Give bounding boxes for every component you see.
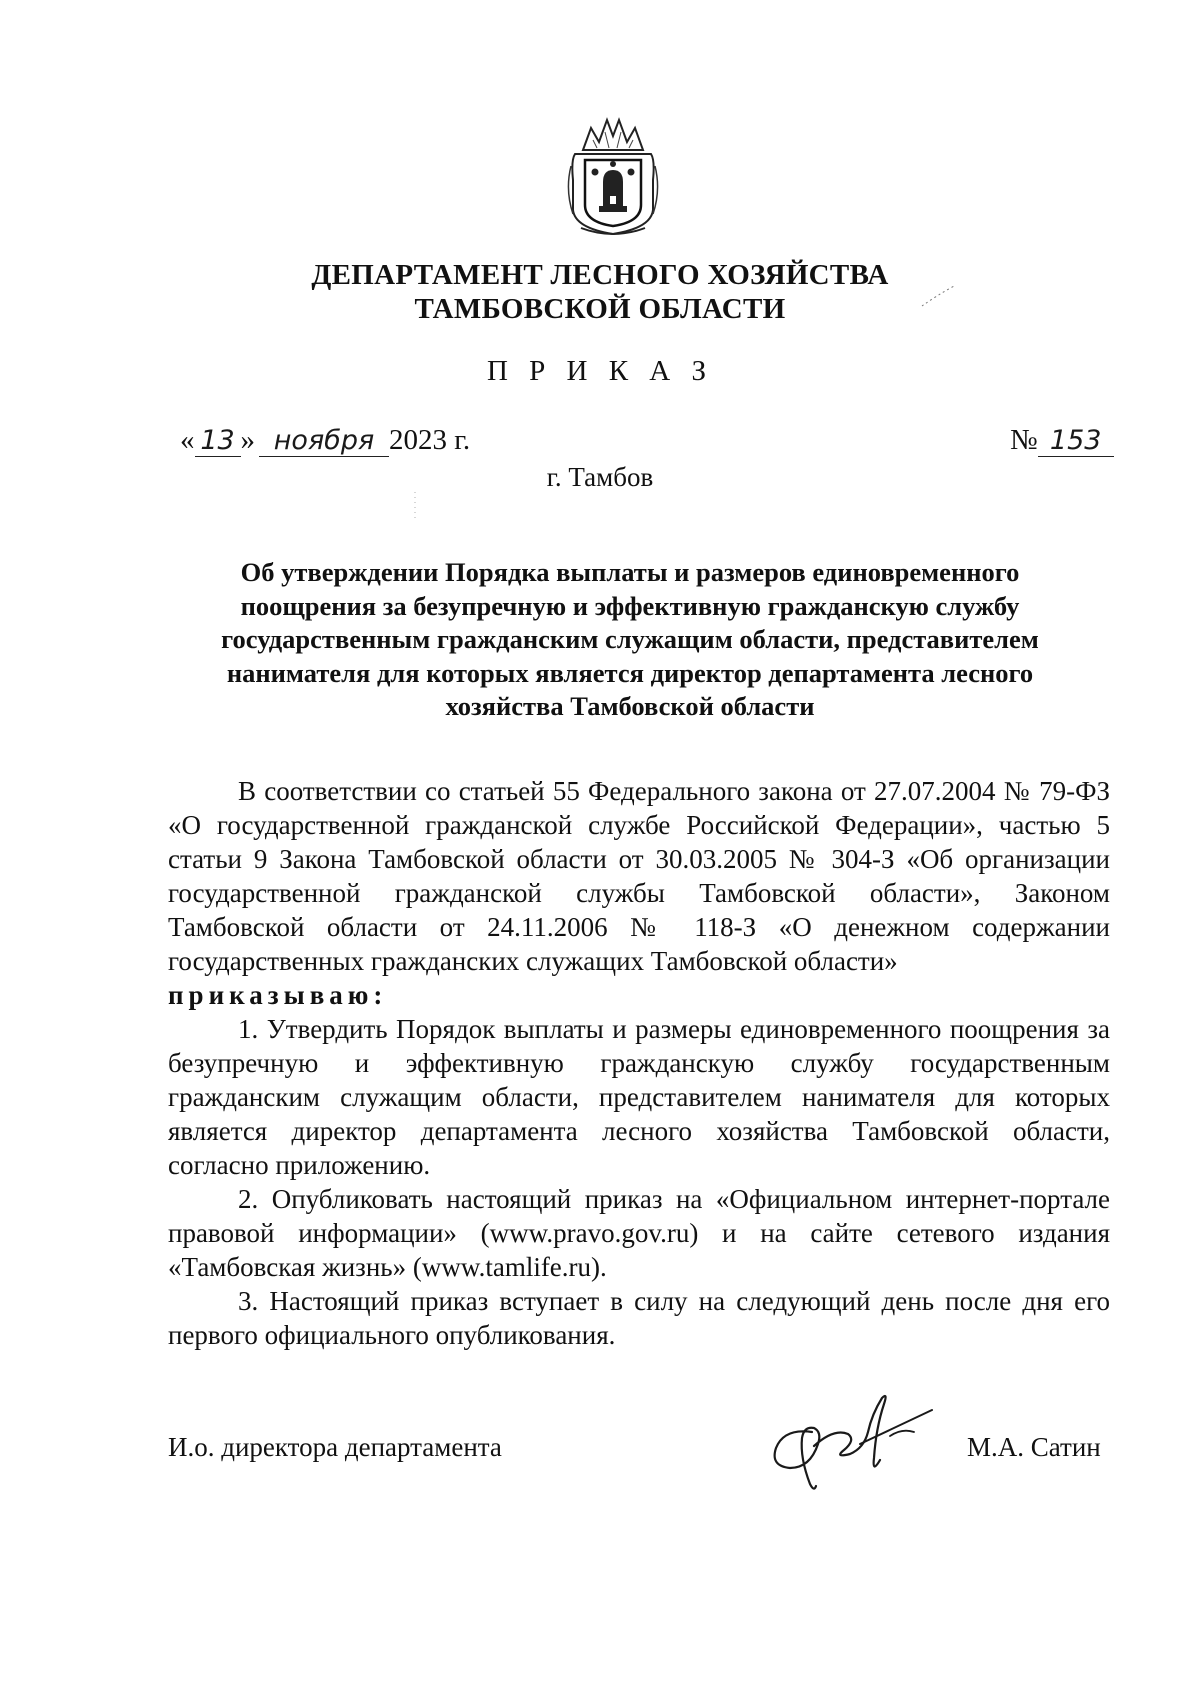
document-body xyxy=(168,774,1110,1352)
order-word: приказываю: xyxy=(168,980,388,1010)
number-label: № xyxy=(1010,424,1038,456)
date-year: 2023 г. xyxy=(389,424,471,456)
department-name-line1: ДЕПАРТАМЕНТ ЛЕСНОГО ХОЗЯЙСТВА xyxy=(311,259,889,291)
signer-position: И.о. директора департамента xyxy=(168,1432,502,1462)
document-number xyxy=(1010,424,1114,457)
scan-mark xyxy=(920,280,960,310)
document-date xyxy=(180,424,470,457)
order-item: 2. Опубликовать настоящий приказ на «Официальном интернет-портале правовой информации» (www.pravo.gov.ru) и на сайте сетевого издания «Тамбовская жизнь» (www.tamlife.ru). xyxy=(168,1184,1110,1282)
handwritten-signature-icon xyxy=(764,1388,939,1493)
date-month: ноября xyxy=(259,426,389,457)
scan-mark xyxy=(410,490,420,520)
subject-line: хозяйства Тамбовской области xyxy=(445,691,815,721)
number-value: 153 xyxy=(1038,426,1114,457)
document-subject xyxy=(190,556,1070,724)
document-city: г. Тамбов xyxy=(546,462,654,492)
date-day: 13 xyxy=(195,426,241,457)
signer-name: М.А. Сатин xyxy=(967,1432,1101,1462)
subject-line: Об утверждении Порядка выплаты и размеров единовременного xyxy=(240,557,1020,587)
date-open-quote: « xyxy=(180,424,195,456)
preamble-paragraph: В соответствии со статьей 55 Федерального закона от 27.07.2004 № 79-ФЗ «О государственной гражданской службе Российской Федерации», частью 5 статьи 9 Закона Тамбовской области от 30.03.2005 № 304-З «Об организации государственной гражданской службы Тамбовской области», Законом Тамбовской области от 24.11.2006 № 118-З «О денежном содержании государственных гражданских служащих Тамбовской области» xyxy=(168,776,1110,976)
department-name-line2: ТАМБОВСКОЙ ОБЛАСТИ xyxy=(414,293,786,325)
tambov-coat-of-arms-icon xyxy=(563,110,663,240)
subject-line: поощрения за безупречную и эффективную гражданскую службу xyxy=(240,590,1020,621)
date-close-quote: » xyxy=(240,424,255,456)
subject-line: нанимателя для которых является директор департамента лесного xyxy=(226,657,1034,688)
order-item: 1. Утвердить Порядок выплаты и размеры единовременного поощрения за безупречную и эффективную гражданскую службу государственным гражданским служащим области, представителем нанимателя для которых является директор департамента лесного хозяйства Тамбовской области, согласно приложению. xyxy=(168,1014,1110,1180)
subject-line: государственным гражданским служащим области, представителем xyxy=(221,624,1039,654)
document-type-title: П Р И К А З xyxy=(486,355,714,387)
order-item: 3. Настоящий приказ вступает в силу на следующий день после дня его первого официального опубликования. xyxy=(168,1286,1110,1350)
